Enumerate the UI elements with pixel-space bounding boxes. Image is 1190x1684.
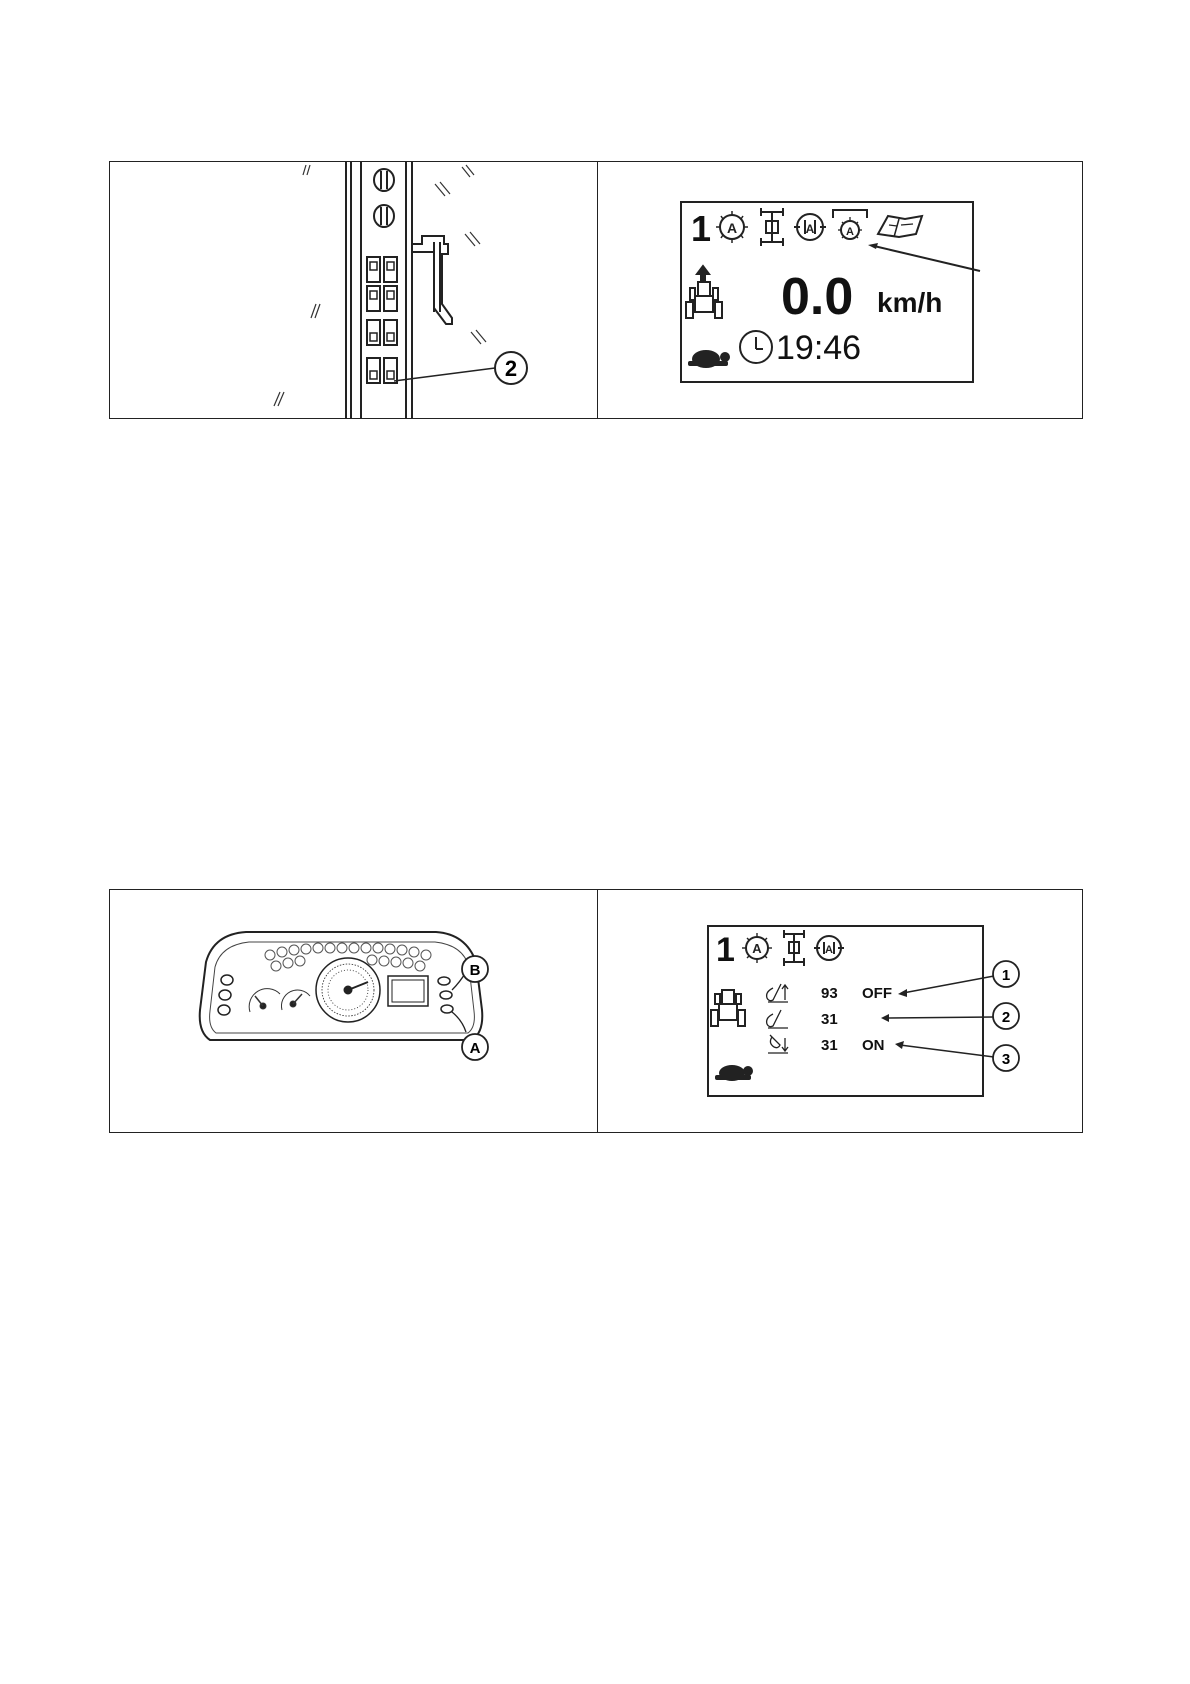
callout-a: A: [469, 1040, 481, 1057]
svg-text:A: A: [752, 941, 762, 956]
svg-text:A: A: [825, 944, 833, 956]
cab-pillar-panel: [110, 162, 597, 418]
svg-text:A: A: [726, 220, 738, 236]
hitch-row-3-state: ON: [862, 1037, 885, 1054]
speed-unit: km/h: [877, 287, 943, 318]
callout-b: B: [469, 962, 481, 979]
lcd-hitch-display: [598, 890, 1083, 1132]
callout-2: 2: [1001, 1009, 1011, 1026]
callout-1: 1: [1001, 967, 1011, 984]
instrument-cluster-panel: [110, 890, 597, 1132]
grab-handle: [412, 236, 452, 324]
hitch-row-2-value: 31: [821, 1011, 838, 1028]
lcd-hitch-panel: [598, 890, 1083, 1132]
round-vents: [374, 169, 394, 227]
lcd-panel: [598, 162, 1083, 418]
svg-text:A: A: [846, 226, 854, 238]
lcd-display: [598, 162, 1083, 418]
gear-indicator: 1: [716, 931, 735, 969]
svg-text:A: A: [805, 222, 815, 236]
cluster-housing: [200, 932, 483, 1040]
instrument-cluster-illustration: [110, 890, 597, 1132]
clock-time: 19:46: [776, 329, 862, 367]
hitch-row-1-state: OFF: [862, 985, 892, 1002]
figure-bottom: [109, 889, 1083, 1133]
gear-indicator: 1: [691, 208, 712, 249]
cab-pillar-illustration: [110, 162, 597, 418]
callout-number: 2: [504, 356, 518, 381]
hitch-row-3-value: 31: [821, 1037, 838, 1054]
speed-value: 0.0: [781, 268, 854, 326]
hitch-row-1-value: 93: [821, 985, 838, 1002]
figure-top: [109, 161, 1083, 419]
callout-3: 3: [1001, 1051, 1011, 1068]
rocker-switches: [367, 257, 397, 383]
